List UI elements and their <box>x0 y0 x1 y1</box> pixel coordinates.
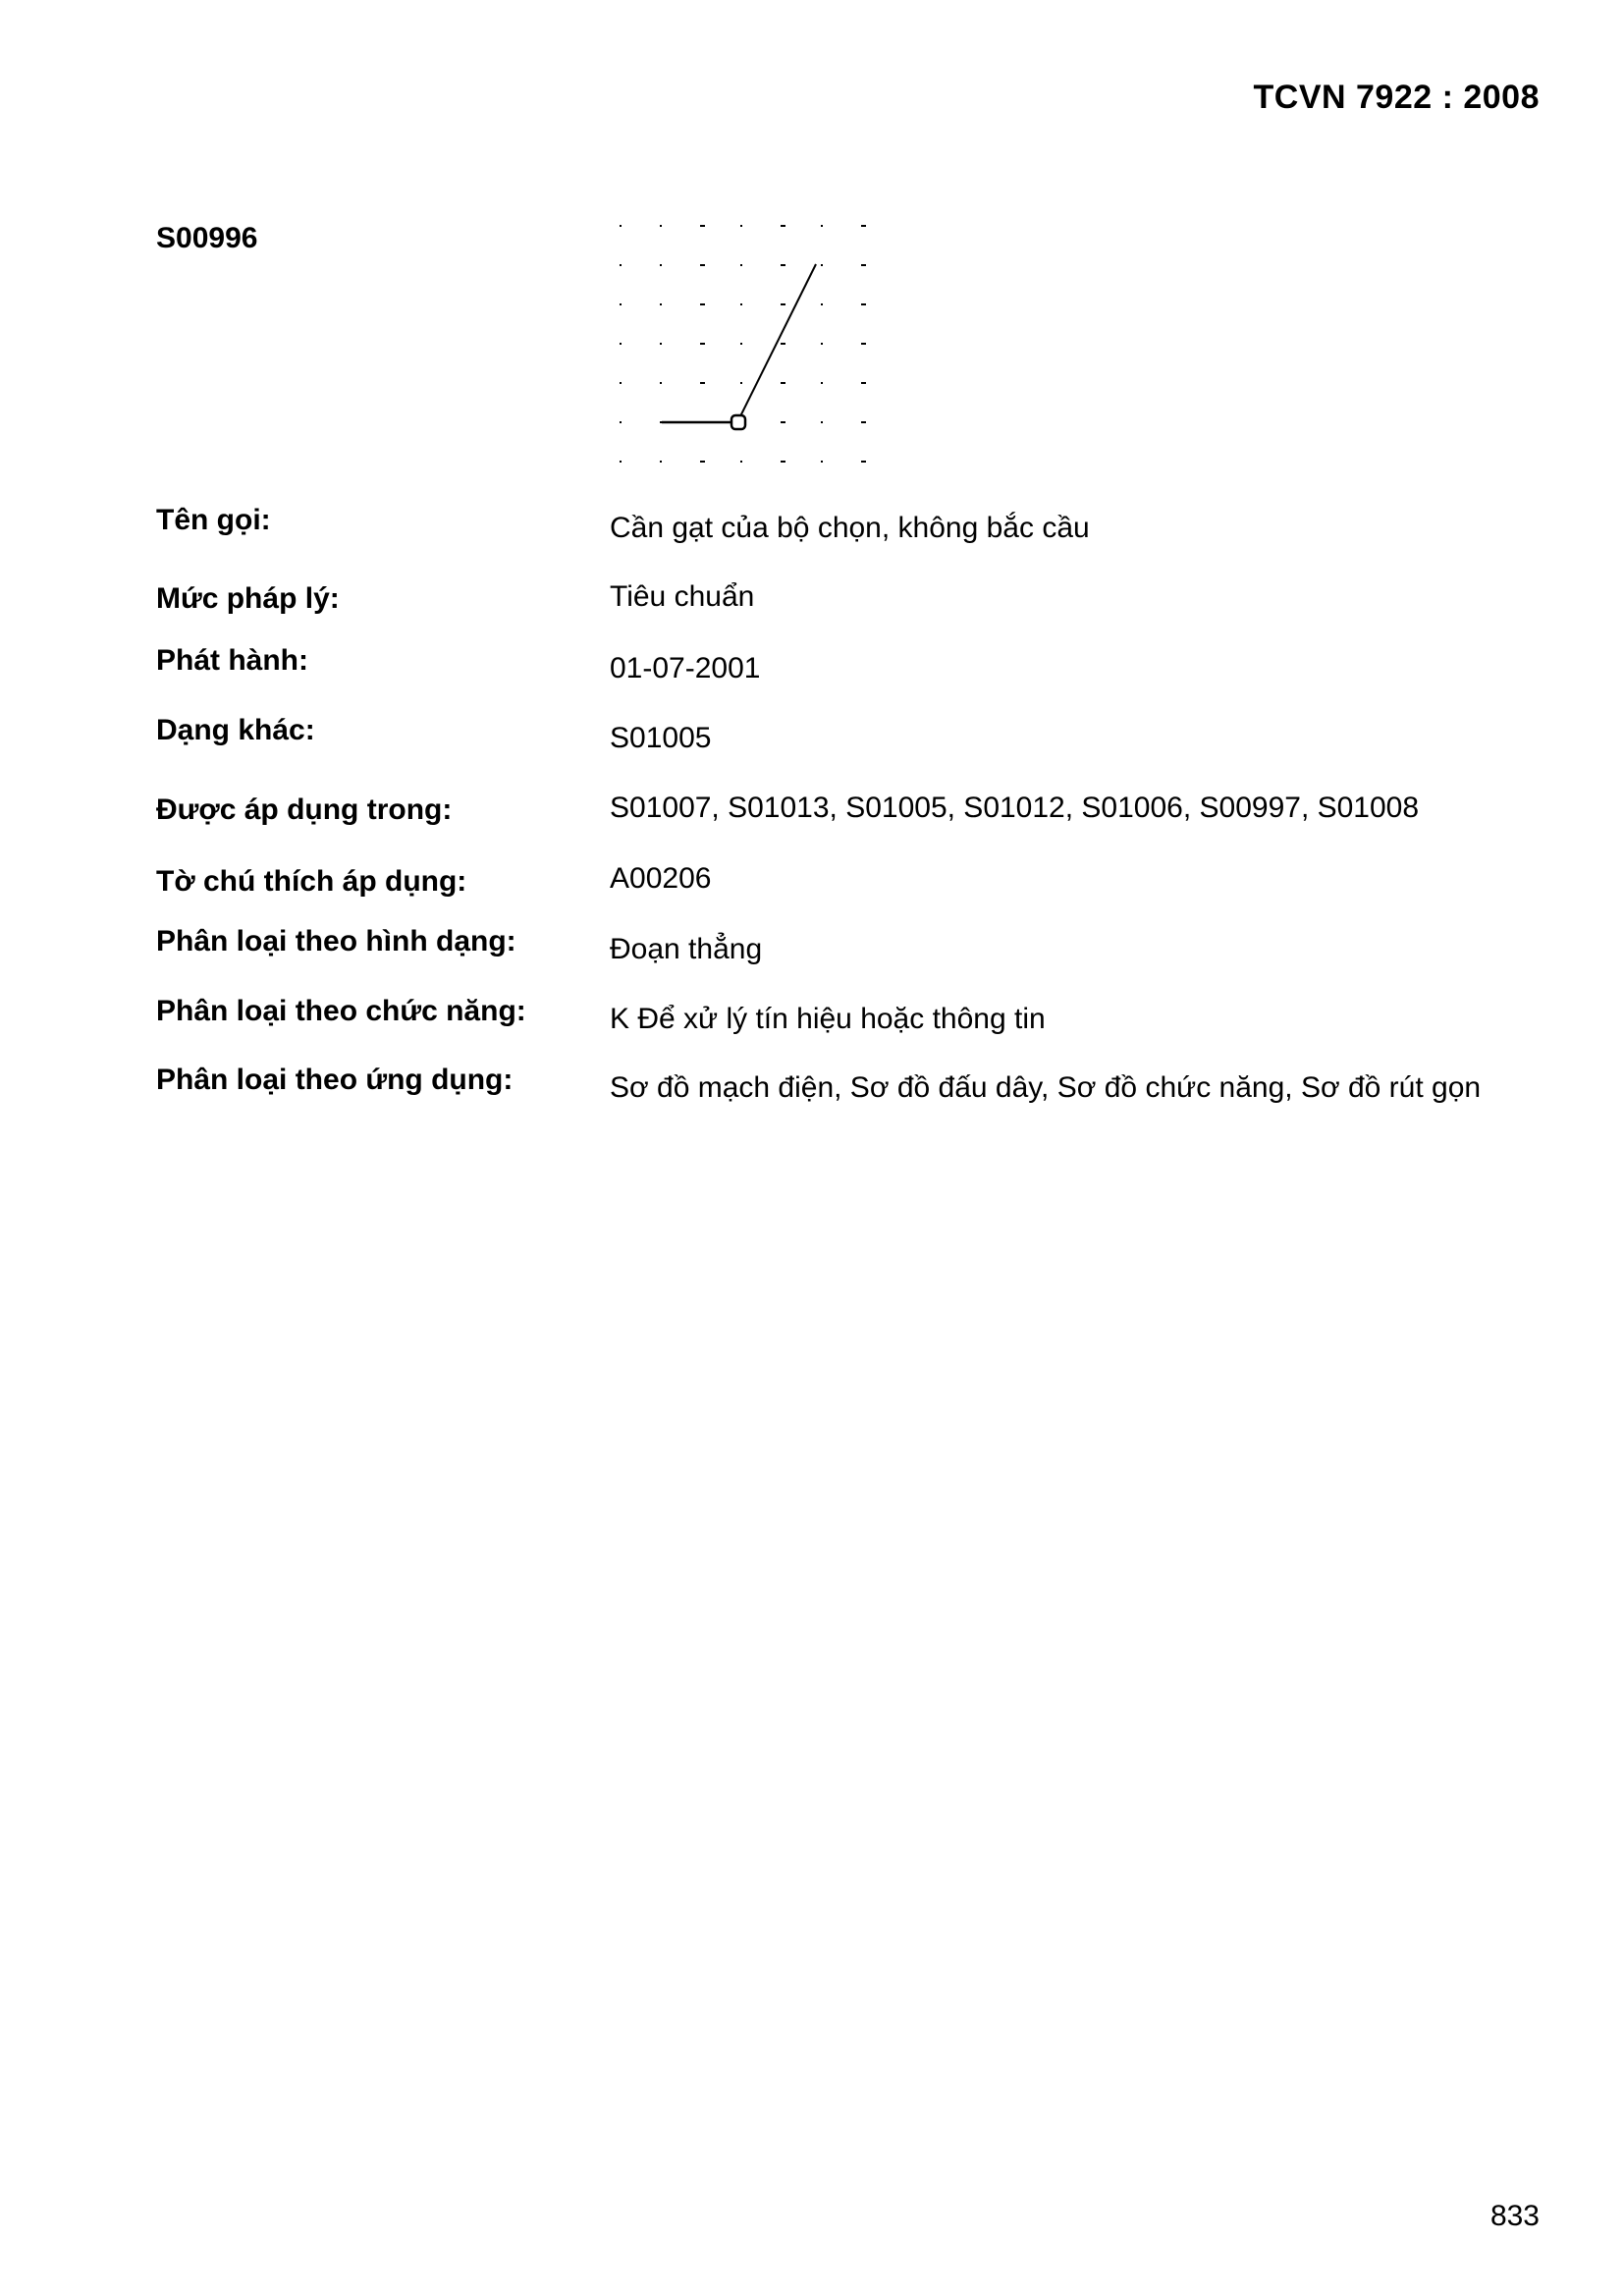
symbol-id: S00996 <box>156 222 258 254</box>
standard-header: TCVN 7922 : 2008 <box>1253 79 1540 116</box>
pivot-point <box>731 415 745 429</box>
field-value-applied-in: S01007, S01013, S01005, S01012, S01006, S00997, S01008 <box>610 792 1420 824</box>
field-label-alternative-form: Dạng khác: <box>156 714 315 746</box>
field-value-name: Cần gạt của bộ chọn, không bắc cầu <box>610 512 1090 544</box>
field-value-shape-class: Đoạn thẳng <box>610 933 763 965</box>
field-value-alternative-form: S01005 <box>610 722 712 754</box>
field-value-release-date: 01-07-2001 <box>610 652 761 684</box>
field-label-name: Tên gọi: <box>156 504 271 536</box>
field-label-function-class: Phân loại theo chức năng: <box>156 995 526 1027</box>
field-label-application-class: Phân loại theo ứng dụng: <box>156 1064 514 1096</box>
field-value-application-note: A00206 <box>610 862 712 895</box>
field-value-function-class: K Để xử lý tín hiệu hoặc thông tin <box>610 1003 1046 1035</box>
field-label-applied-in: Được áp dụng trong: <box>156 793 453 826</box>
page-number: 833 <box>1489 2200 1540 2232</box>
field-value-application-class: Sơ đồ mạch điện, Sơ đồ đấu dây, Sơ đồ chức năng, Sơ đồ rút gọn <box>610 1071 1482 1104</box>
lever-arm <box>740 264 816 416</box>
field-label-release-date: Phát hành: <box>156 644 308 677</box>
field-label-application-note: Tờ chú thích áp dụng: <box>156 865 467 898</box>
field-label-shape-class: Phân loại theo hình dạng: <box>156 925 516 957</box>
selector-switch-symbol <box>607 212 872 467</box>
field-value-legal-status: Tiêu chuẩn <box>610 580 755 613</box>
field-label-legal-status: Mức pháp lý: <box>156 582 340 615</box>
